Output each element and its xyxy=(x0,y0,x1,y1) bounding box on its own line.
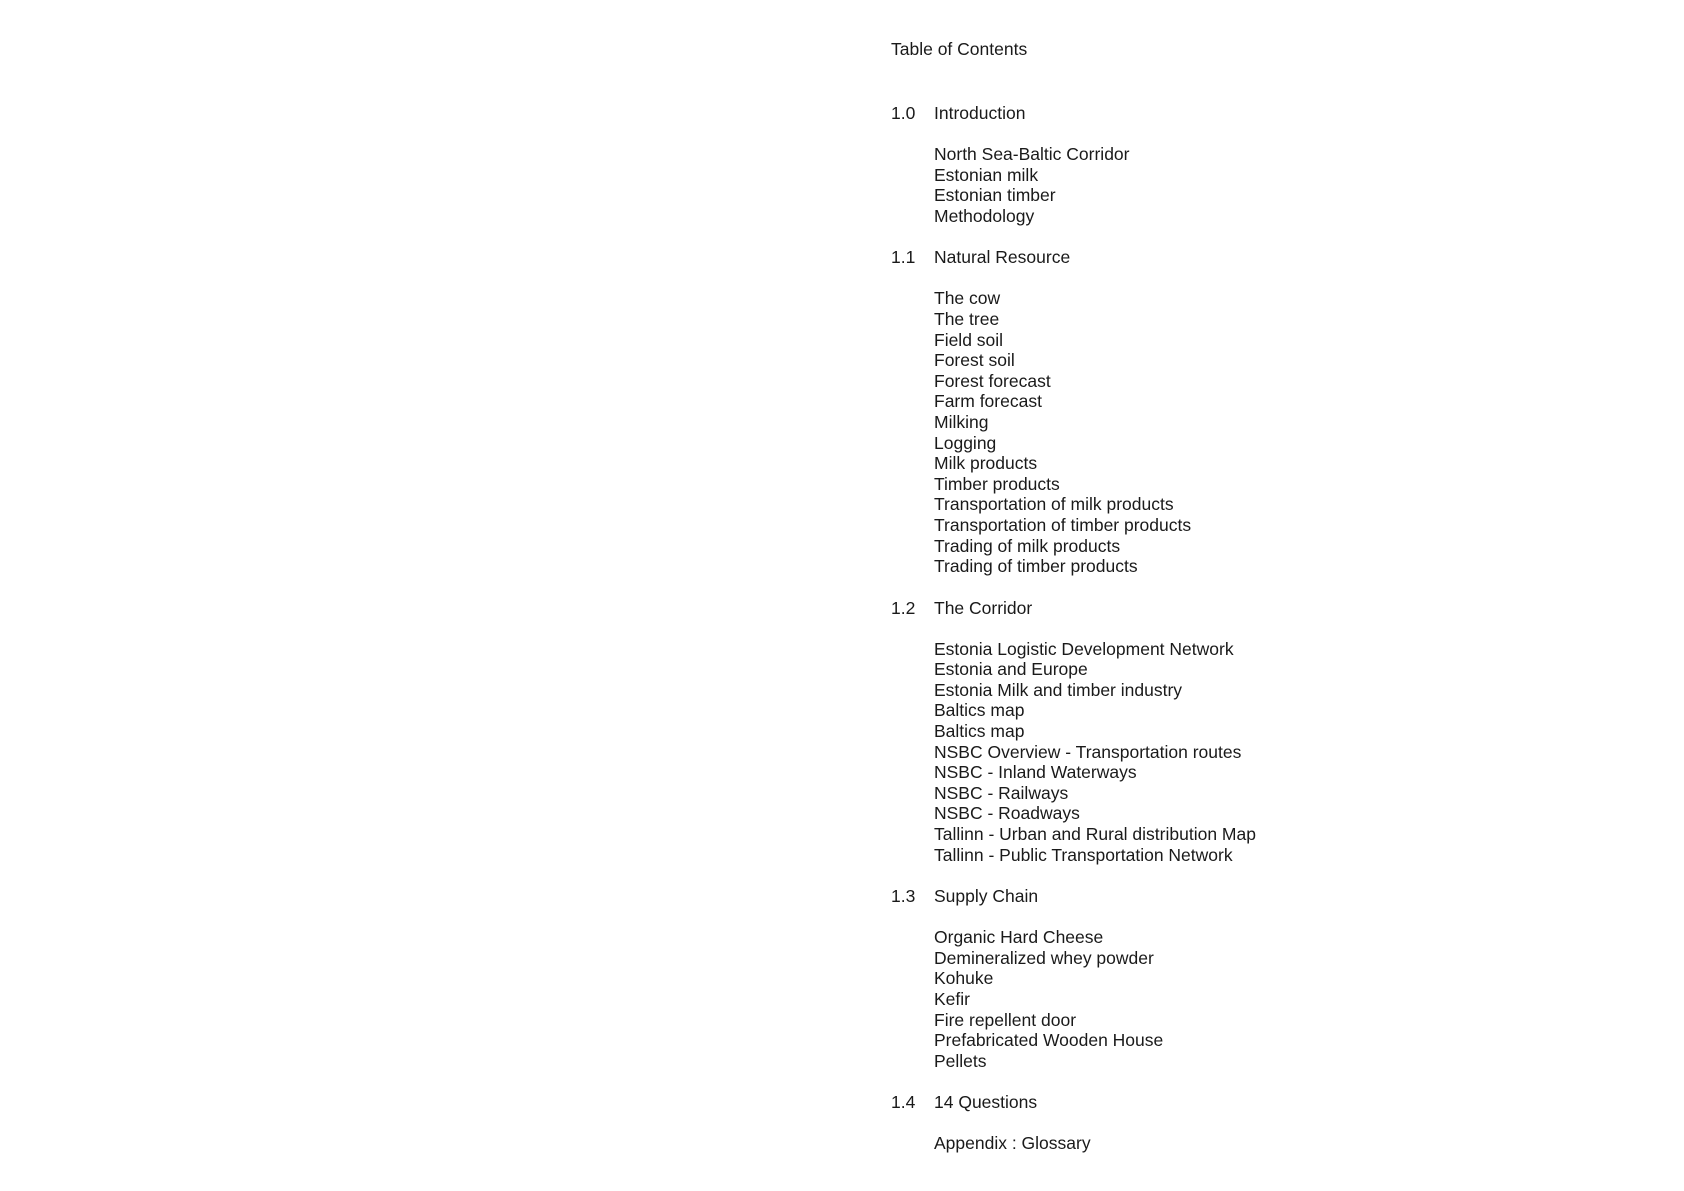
toc-entry: North Sea-Baltic Corridor xyxy=(934,144,1130,164)
toc-section-introduction xyxy=(891,103,1591,226)
table-of-contents xyxy=(891,37,1591,1175)
section-title: 14 Questions xyxy=(934,1092,1038,1113)
toc-entry: Milk products xyxy=(934,453,1038,474)
toc-entry: Tallinn - Urban and Rural distribution Map xyxy=(934,824,1256,845)
toc-entry: Forest soil xyxy=(934,350,1015,371)
toc-entry: Kohuke xyxy=(934,968,994,989)
section-heading xyxy=(891,598,1591,619)
toc-entry: Tallinn - Public Transportation Network xyxy=(934,844,1233,865)
section-number: 1.4 xyxy=(891,1092,916,1113)
toc-entry: Timber products xyxy=(934,473,1060,494)
section-number: 1.2 xyxy=(891,597,916,618)
toc-entry: Estonian timber xyxy=(934,185,1056,206)
section-heading xyxy=(891,886,1591,907)
section-number: 1.1 xyxy=(891,247,916,268)
toc-entry: Demineralized whey powder xyxy=(934,947,1154,968)
toc-entry: Methodology xyxy=(934,205,1035,226)
section-number: 1.3 xyxy=(891,886,916,907)
section-title: The Corridor xyxy=(934,597,1033,618)
toc-entry: Estonia Milk and timber industry xyxy=(934,679,1183,700)
toc-entry: The cow xyxy=(934,288,1001,309)
entry-list xyxy=(891,639,1591,866)
entry-list xyxy=(891,927,1591,1071)
toc-section-the-corridor xyxy=(891,598,1591,866)
appendix-entry: Appendix : Glossary xyxy=(934,1133,1091,1154)
toc-entry: Fire repellent door xyxy=(934,1009,1077,1030)
toc-entry: NSBC Overview - Transportation routes xyxy=(934,741,1242,762)
section-number: 1.0 xyxy=(891,103,916,123)
toc-section-supply-chain xyxy=(891,886,1591,1071)
toc-entry: Baltics map xyxy=(934,700,1025,721)
toc-entry: The tree xyxy=(934,308,1000,329)
toc-section-natural-resource xyxy=(891,247,1591,576)
toc-entry: Milking xyxy=(934,411,989,432)
section-heading xyxy=(891,103,1591,124)
toc-entry: NSBC - Railways xyxy=(934,782,1069,803)
section-title: Natural Resource xyxy=(934,247,1071,268)
toc-entry: Transportation of milk products xyxy=(934,494,1174,515)
section-title: Introduction xyxy=(934,103,1026,123)
entry-list xyxy=(891,288,1591,576)
toc-entry: Organic Hard Cheese xyxy=(934,927,1104,948)
toc-entry: Pellets xyxy=(934,1050,987,1071)
toc-entry: Baltics map xyxy=(934,721,1025,742)
toc-title: Table of Contents xyxy=(891,39,1028,59)
toc-entry: Logging xyxy=(934,432,997,453)
toc-entry: Estonia and Europe xyxy=(934,659,1088,680)
toc-entry: NSBC - Inland Waterways xyxy=(934,762,1137,783)
toc-entry: Farm forecast xyxy=(934,391,1042,412)
toc-entry: Estonian milk xyxy=(934,164,1039,185)
toc-entry: Trading of milk products xyxy=(934,535,1121,556)
toc-entry: Estonia Logistic Development Network xyxy=(934,638,1234,659)
toc-entry: Trading of timber products xyxy=(934,556,1138,577)
section-heading xyxy=(891,247,1591,268)
toc-entry: Transportation of timber products xyxy=(934,514,1192,535)
toc-entry: NSBC - Roadways xyxy=(934,803,1080,824)
section-title: Supply Chain xyxy=(934,886,1039,907)
toc-entry: Kefir xyxy=(934,989,970,1009)
toc-entry: Field soil xyxy=(934,329,1004,350)
section-heading xyxy=(891,1092,1591,1113)
toc-entry: Prefabricated Wooden House xyxy=(934,1030,1164,1051)
toc-section-questions xyxy=(891,1092,1591,1154)
entry-list xyxy=(891,144,1591,226)
toc-entry: Forest forecast xyxy=(934,370,1051,391)
